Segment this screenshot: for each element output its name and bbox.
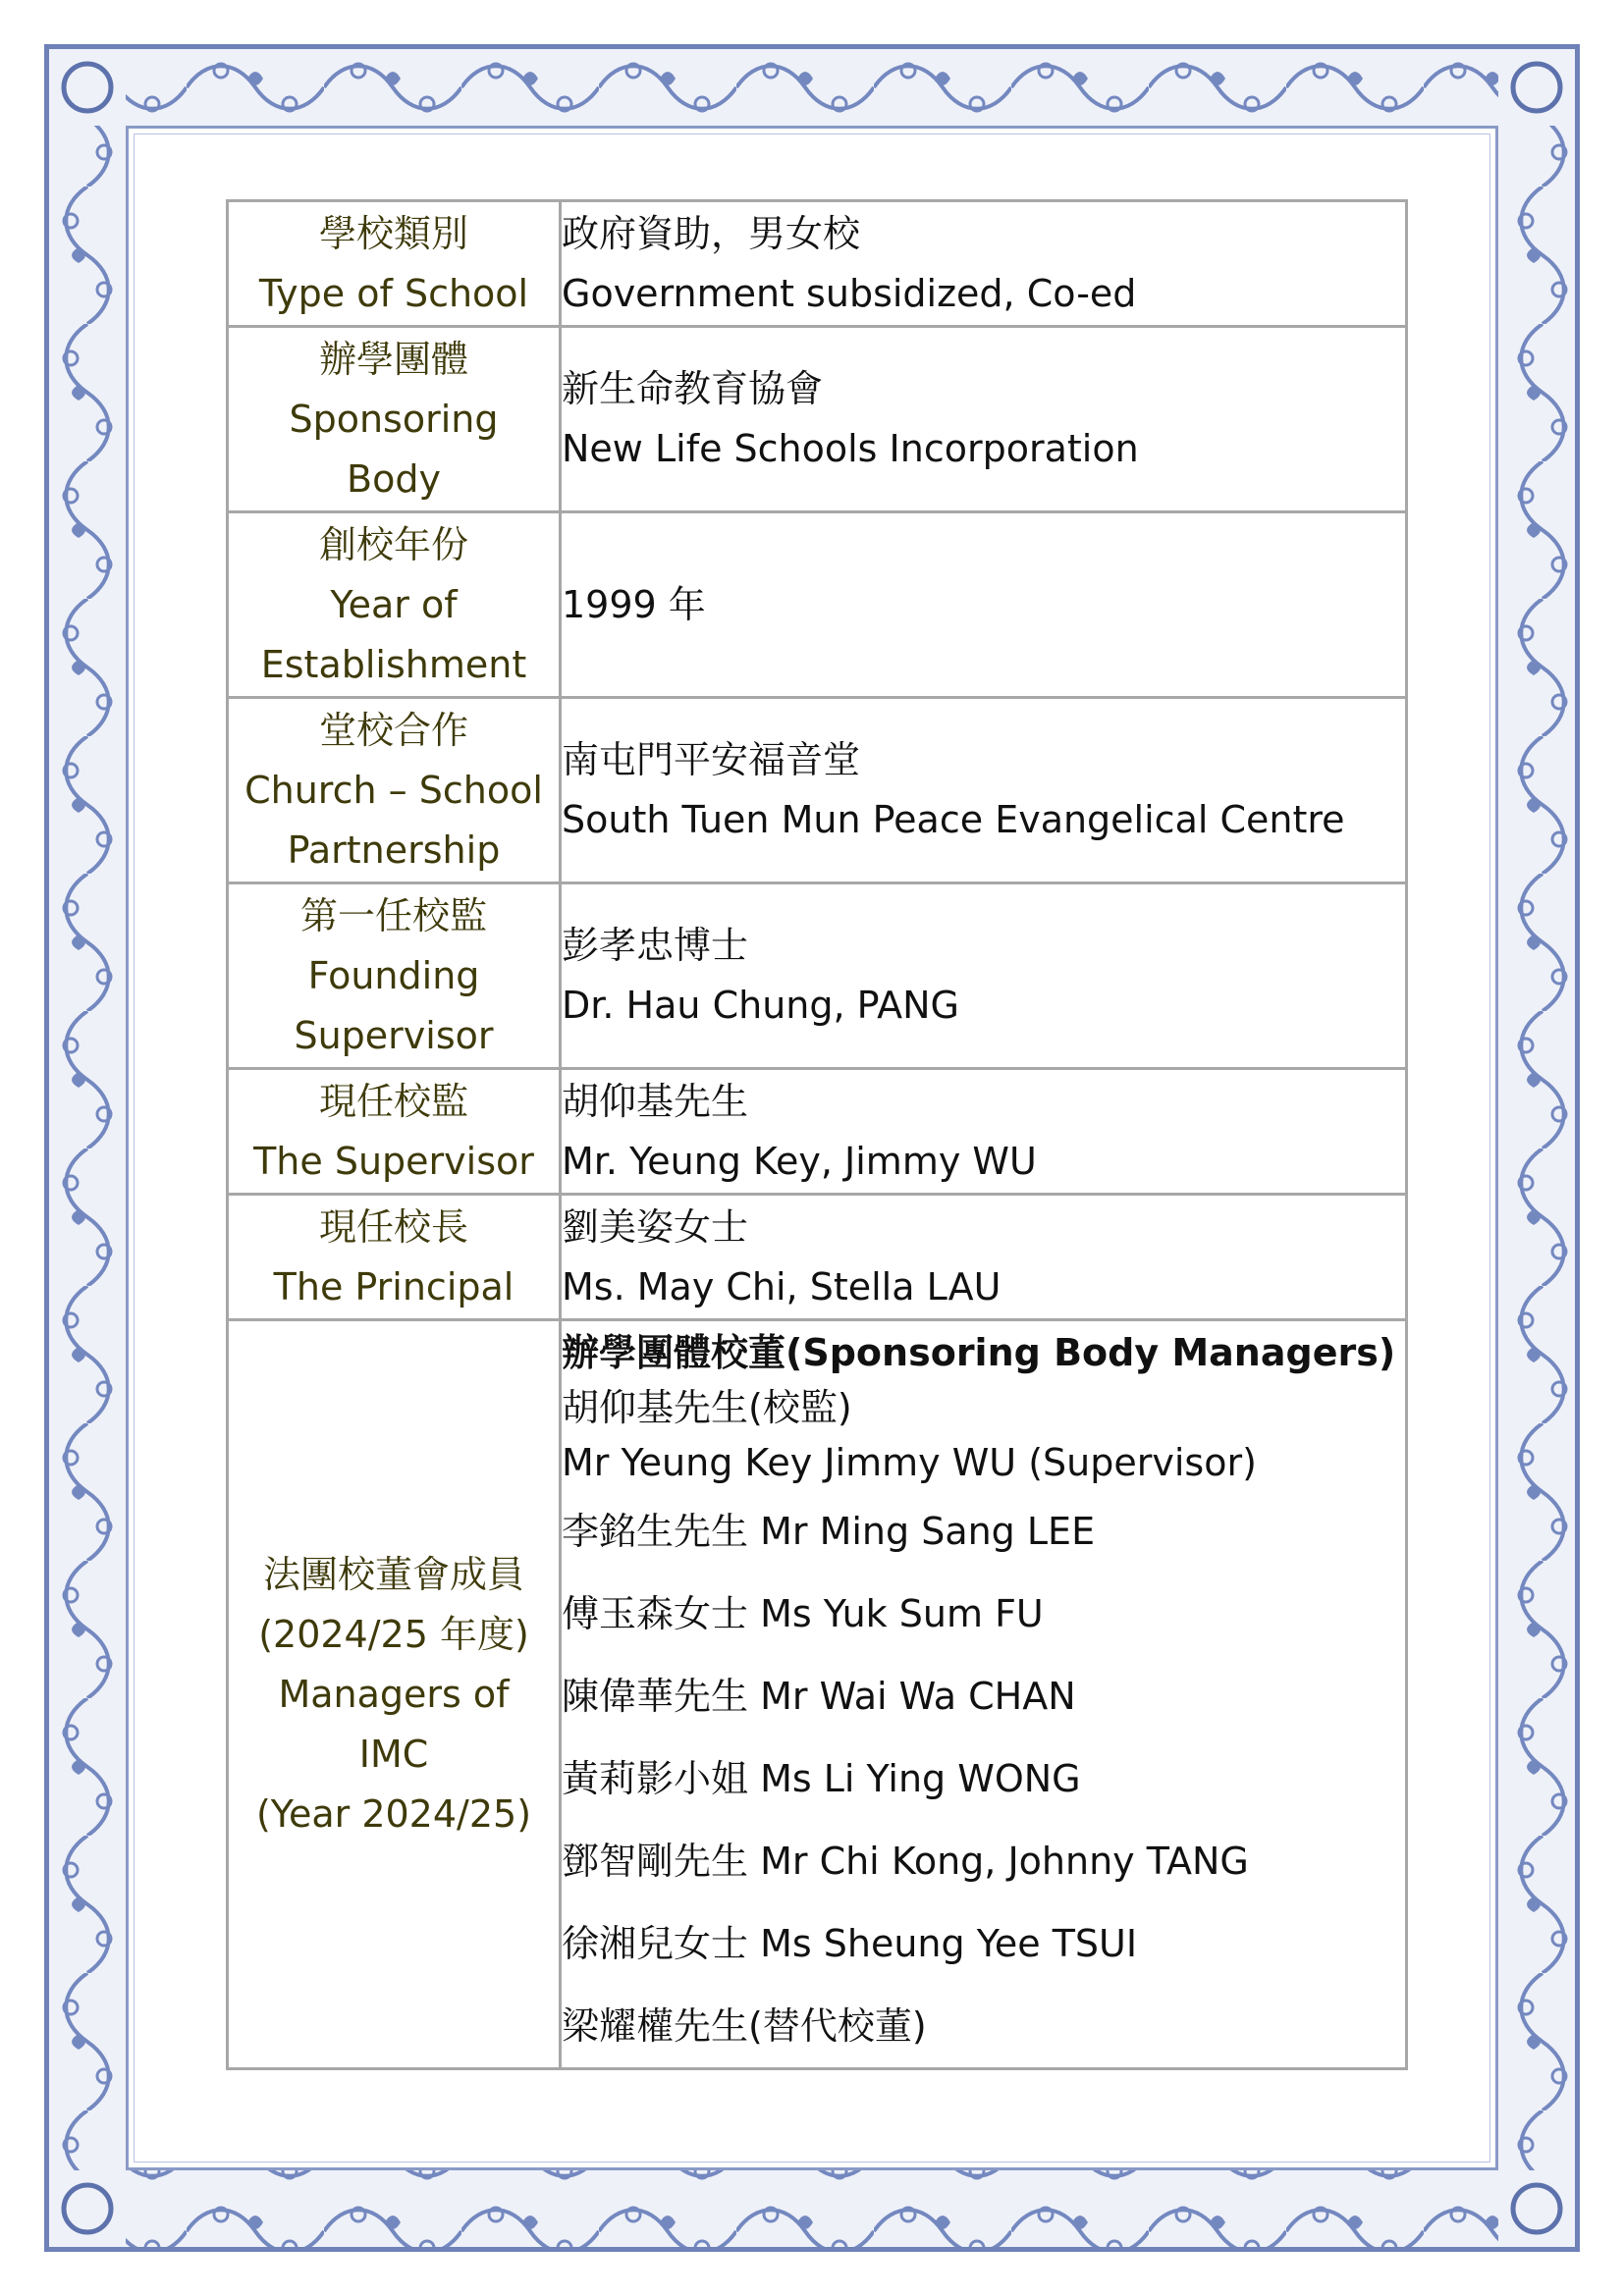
value-en: Government subsidized, Co-ed xyxy=(562,271,1137,315)
imc-member: 傅玉森女士 Ms Yuk Sum FU xyxy=(562,1592,1044,1635)
imc-member: 鄧智剛先生 Mr Chi Kong, Johnny TANG xyxy=(562,1840,1249,1883)
label-zh: 堂校合作 xyxy=(318,708,468,752)
value-en: South Tuen Mun Peace Evangelical Centre xyxy=(562,798,1345,841)
label-cell xyxy=(228,201,561,327)
label-en-2: Supervisor xyxy=(294,1013,494,1057)
value-cell xyxy=(561,698,1407,883)
value-zh: 胡仰基先生 xyxy=(562,1079,749,1123)
imc-member: 梁耀權先生(替代校董) xyxy=(562,2004,927,2048)
label-en-2: Establishment xyxy=(260,642,527,686)
label-year-en: (Year 2024/25) xyxy=(255,1791,532,1836)
label-cell xyxy=(228,1069,561,1195)
label-zh: 第一任校監 xyxy=(299,893,487,937)
school-info-table xyxy=(226,199,1408,2070)
value-cell xyxy=(561,1195,1407,1320)
value-zh: 新生命教育協會 xyxy=(562,367,824,410)
label-cell xyxy=(228,327,561,512)
row-type-of-school xyxy=(228,201,1407,327)
value-en: Mr. Yeung Key, Jimmy WU xyxy=(562,1139,1037,1183)
label-en: Year of xyxy=(330,582,458,626)
imc-supervisor-en: Mr Yeung Key Jimmy WU (Supervisor) xyxy=(562,1441,1257,1484)
row-year-of-establishment xyxy=(228,512,1407,698)
label-en-2: IMC xyxy=(358,1732,429,1776)
imc-member: 黃莉影小姐 Ms Li Ying WONG xyxy=(562,1757,1081,1800)
imc-member: 李銘生先生 Mr Ming Sang LEE xyxy=(562,1510,1096,1553)
label-en: The Principal xyxy=(273,1264,514,1308)
row-supervisor xyxy=(228,1069,1407,1195)
label-zh: 法團校董會成員 xyxy=(262,1552,524,1596)
value-en: New Life Schools Incorporation xyxy=(562,427,1139,470)
label-cell xyxy=(228,698,561,883)
label-zh: 學校類別 xyxy=(318,211,468,255)
label-zh: 現任校長 xyxy=(318,1204,468,1249)
value-zh: 政府資助，男女校 xyxy=(562,211,861,255)
row-sponsoring-body xyxy=(228,327,1407,512)
label-en: Founding xyxy=(307,953,480,997)
label-en: Church – School xyxy=(244,768,543,812)
value-cell xyxy=(561,512,1407,698)
value-cell xyxy=(561,201,1407,327)
value-cell xyxy=(561,1320,1407,2069)
label-en: Sponsoring xyxy=(289,397,499,441)
label-en: Type of School xyxy=(258,271,529,315)
label-zh: 辦學團體 xyxy=(318,337,468,381)
row-principal xyxy=(228,1195,1407,1320)
label-en: Managers of xyxy=(278,1672,510,1716)
value-cell xyxy=(561,883,1407,1069)
imc-supervisor-zh: 胡仰基先生(校監) xyxy=(562,1386,852,1429)
label-cell xyxy=(228,512,561,698)
imc-member: 徐湘兒女士 Ms Sheung Yee TSUI xyxy=(562,1922,1138,1965)
value-zh: 劉美姿女士 xyxy=(562,1204,749,1249)
label-zh: 創校年份 xyxy=(318,522,468,566)
label-cell xyxy=(228,1320,561,2069)
value-en: Ms. May Chi, Stella LAU xyxy=(562,1264,1001,1308)
value-cell xyxy=(561,1069,1407,1195)
value-zh: 南屯門平安福音堂 xyxy=(562,738,861,781)
imc-member: 陳偉華先生 Mr Wai Wa CHAN xyxy=(562,1675,1076,1718)
label-cell xyxy=(228,1195,561,1320)
value-zh: 彭孝忠博士 xyxy=(562,924,749,967)
row-founding-supervisor xyxy=(228,883,1407,1069)
value-en: Dr. Hau Chung, PANG xyxy=(562,984,959,1027)
imc-heading: 辦學團體校董(Sponsoring Body Managers) xyxy=(562,1331,1396,1374)
value-year: 1999 年 xyxy=(562,582,706,626)
value-cell xyxy=(561,327,1407,512)
label-en-2: Body xyxy=(347,456,441,501)
label-year-zh: (2024/25 年度) xyxy=(258,1612,529,1656)
label-zh: 現任校監 xyxy=(318,1079,468,1123)
row-church-school-partnership xyxy=(228,698,1407,883)
label-cell xyxy=(228,883,561,1069)
label-en-2: Partnership xyxy=(287,828,501,872)
row-imc-managers xyxy=(228,1320,1407,2069)
label-en: The Supervisor xyxy=(253,1139,534,1183)
